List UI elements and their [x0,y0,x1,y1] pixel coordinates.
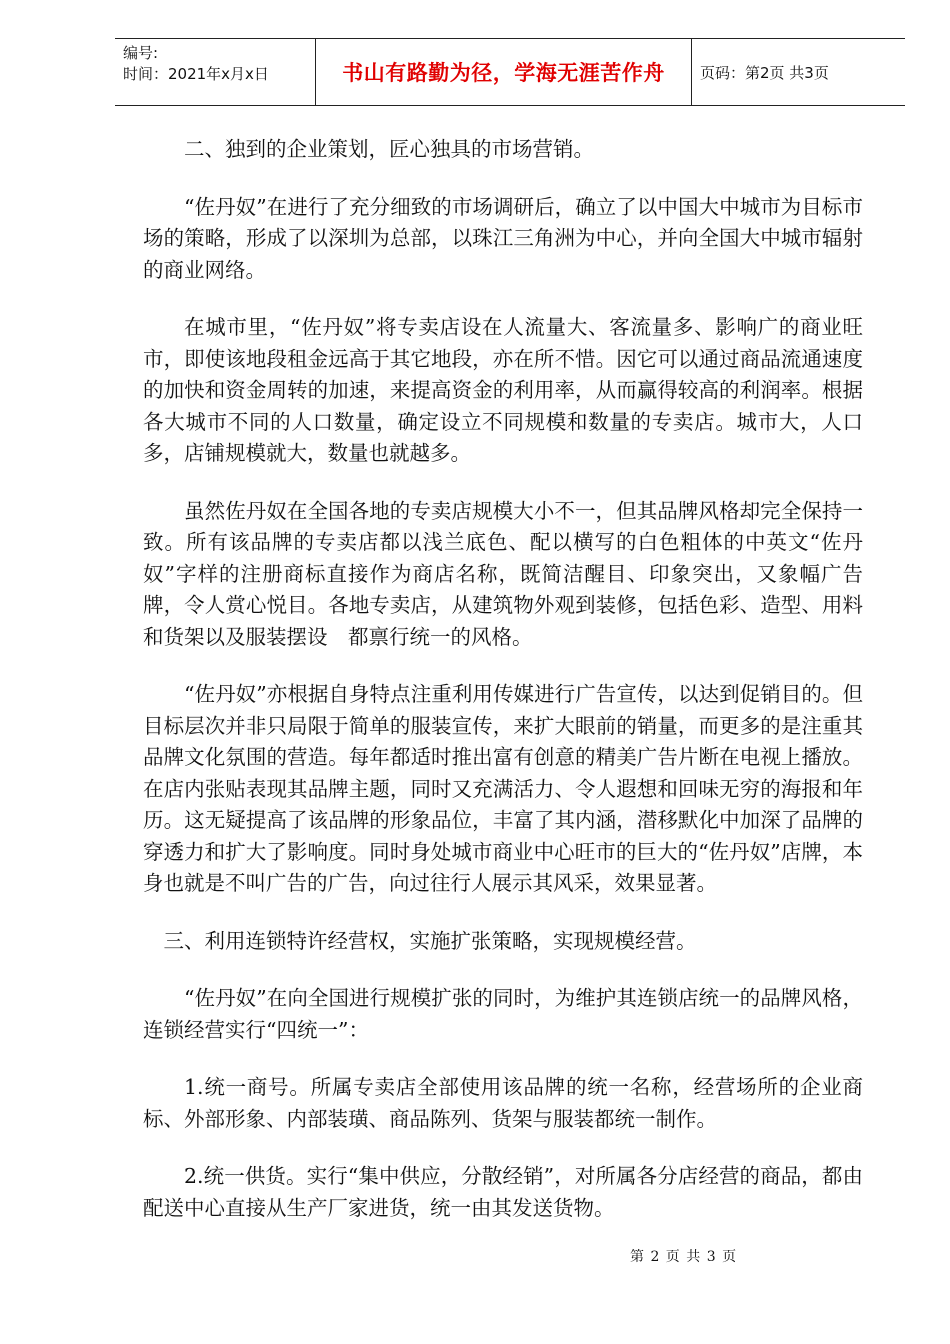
section-heading-2: 二、独到的企业策划，匠心独具的市场营销。 [184,137,594,161]
page-footer: 第 2 页 共 3 页 [630,1249,738,1265]
time-label: 时间：2021年x月x日 [123,65,269,83]
serial-label: 编号: [123,44,159,62]
paragraph: 在城市里，“佐丹奴”将专卖店设在人流量大、客流量多、影响广的商业旺市，即使该地段租金远高于其它地段，亦在所不惜。因它可以通过商品流通速度的加快和资金周转的加速，来提高资金的利用率，从而赢得较高的利润率。根据各大城市不同的人口数量，确定设立不同规模和数量的专卖店。城市大，人口多，店铺规模就大，数量也就越多。 [143,315,863,465]
page-header [115,38,905,106]
header-meta [115,39,316,105]
paragraph: 虽然佐丹奴在全国各地的专卖店规模大小不一，但其品牌风格却完全保持一致。所有该品牌的专卖店都以浅兰底色、配以横写的白色粗体的中英文“佐丹奴”字样的注册商标直接作为商店名称，既简洁醒目、印象突出，又象幅广告牌，令人赏心悦目。各地专卖店，从建筑物外观到装修，包括色彩、造型、用料和货架以及服装摆设 都禀行统一的风格。 [143,498,863,649]
section-heading-3: 三、利用连锁特许经营权，实施扩张策略，实现规模经营。 [163,928,697,953]
header-motto: 书山有路勤为径，学海无涯苦作舟 [316,39,692,105]
paragraph: “佐丹奴”在向全国进行规模扩张的同时，为维护其连锁店统一的品牌风格，连锁经营实行“四统一”： [143,986,863,1042]
header-page-code: 页码：第2页 共3页 [700,63,829,82]
paragraph: “佐丹奴”在进行了充分细致的市场调研后，确立了以中国大中城市为目标市场的策略，形成了以深圳为总部，以珠江三角洲为中心，并向全国大中城市辐射的商业网络。 [143,194,863,282]
paragraph: “佐丹奴”亦根据自身特点注重利用传媒进行广告宣传，以达到促销目的。但目标层次并非只局限于简单的服装宣传，来扩大眼前的销量，而更多的是注重其品牌文化氛围的营造。每年都适时推出富有创意的精美广告片断在电视上播放。在店内张贴表现其品牌主题，同时又充满活力、令人遐想和回味无穷的海报和年历。这无疑提高了该品牌的形象品位，丰富了其内涵，潜移默化中加深了品牌的穿透力和扩大了影响度。同时身处城市商业中心旺市的巨大的“佐丹奴”店牌，本身也就是不叫广告的广告，向过往行人展示其风采，效果显著。 [143,682,863,895]
list-item: 1.统一商号。所属专卖店全部使用该品牌的统一名称，经营场所的企业商标、外部形象、内部装璜、商品陈列、货架与服装都统一制作。 [143,1075,863,1131]
document-body [143,134,863,1250]
list-item: 2.统一供货。实行“集中供应，分散经销”，对所属各分店经营的商品，都由配送中心直接从生产厂家进货，统一由其发送货物。 [143,1164,863,1220]
